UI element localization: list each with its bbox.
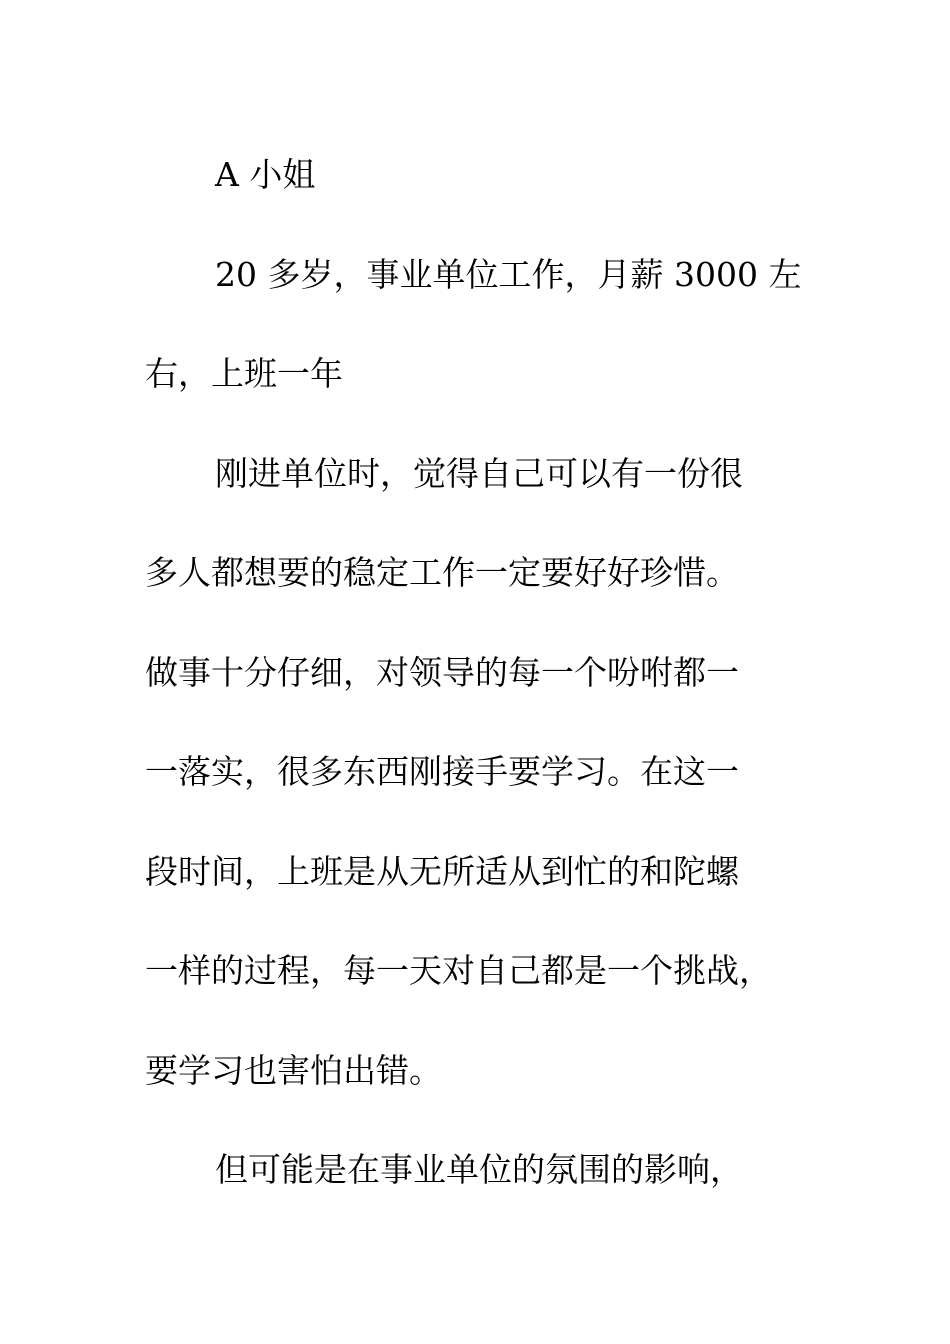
text-line: 但可能是在事业单位的氛围的影响， <box>215 1150 743 1189</box>
text-line: 一落实，很多东西刚接手要学习。在这一 <box>145 752 739 791</box>
heading-line: A 小姐 <box>215 155 316 194</box>
text-line: 多人都想要的稳定工作一定要好好珍惜。 <box>145 553 739 592</box>
document-page <box>145 125 805 1220</box>
text-line: 20 多岁，事业单位工作，月薪 3000 左 <box>215 254 802 294</box>
text-line: 段时间，上班是从无所适从到忙的和陀螺 <box>145 851 739 891</box>
text-line: 一样的过程，每一天对自己都是一个挑战， <box>145 951 772 990</box>
text-line: 要学习也害怕出错。 <box>145 1050 442 1090</box>
text-line: 做事十分仔细，对领导的每一个吩咐都一 <box>145 652 739 692</box>
text-line: 刚进单位时，觉得自己可以有一份很 <box>215 453 743 493</box>
text-line: 右，上班一年 <box>145 354 343 393</box>
